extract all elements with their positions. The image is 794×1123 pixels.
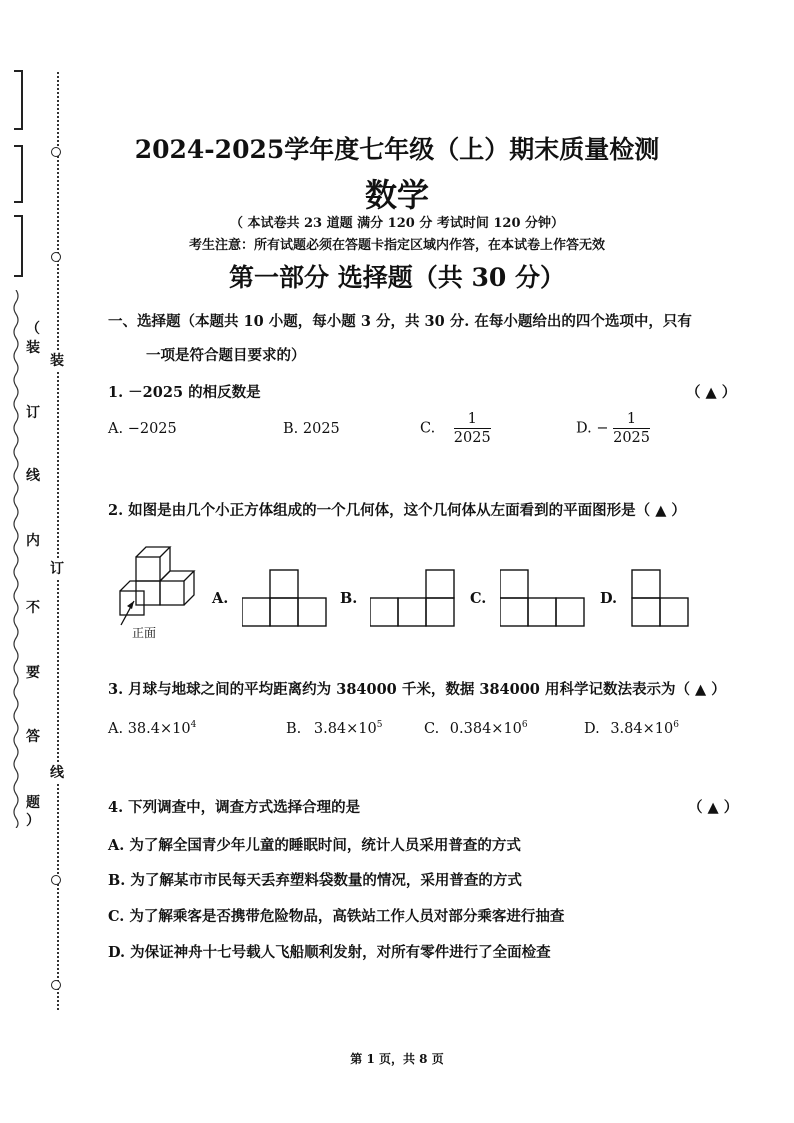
q2-option-a-label: A.	[212, 590, 229, 607]
q2-option-d-label: D.	[600, 590, 618, 607]
q4-option-a: A. 为了解全国青少年儿童的睡眠时间，统计人员采用普查的方式	[108, 837, 521, 854]
q1-option-b: B. 2025	[283, 421, 340, 437]
q3-option-c-label: C.	[424, 720, 440, 737]
binding-inner-char: 线	[50, 762, 64, 782]
q3-option-d	[584, 720, 679, 737]
q2-option-c-figure	[500, 568, 588, 628]
binding-char: 答	[26, 729, 40, 745]
exam-info: （ 本试卷共 23 道题 满分 120 分 考试时间 120 分钟）	[229, 216, 565, 231]
binding-char: 题	[26, 795, 40, 811]
binding-char: 订	[26, 405, 40, 421]
part-heading: 第一部分 选择题（共 30 分）	[229, 263, 565, 292]
wavy-binding-line	[12, 290, 20, 828]
q3-option-c	[424, 720, 528, 737]
binding-bracket	[14, 70, 23, 130]
exam-notice: 考生注意：所有试题必须在答题卡指定区域内作答，在本试卷上作答无效	[188, 238, 605, 253]
exponent: 6	[673, 720, 679, 730]
binding-inner-char: 订	[50, 558, 64, 578]
q2-option-c-label: C.	[470, 590, 487, 607]
cube-solid-figure	[112, 545, 202, 640]
exponent: 6	[521, 720, 528, 730]
q4-option-c: C. 为了解乘客是否携带危险物品，高铁站工作人员对部分乘客进行抽查	[108, 908, 565, 925]
exponent: 5	[376, 720, 383, 730]
fraction-denominator: 2025	[613, 430, 650, 446]
binding-char: 内	[26, 533, 40, 549]
q3-option-a	[108, 720, 196, 737]
page-footer: 第 1 页，共 8 页	[350, 1052, 444, 1066]
fraction	[454, 410, 491, 447]
q1-option-d	[576, 410, 650, 447]
answer-placeholder: （ ▲ ）	[688, 799, 739, 816]
exponent: 4	[190, 720, 197, 730]
exam-title: 2024-2025学年度七年级（上）期末质量检测	[134, 135, 660, 164]
q3-option-c-base: 0.384×10	[449, 720, 522, 737]
binding-hole	[51, 875, 61, 885]
q1-option-c	[420, 410, 491, 447]
q2-option-a-figure	[242, 568, 330, 628]
answer-placeholder: （ ▲ ）	[686, 384, 737, 401]
binding-char: 线	[26, 468, 40, 484]
fraction-numerator: 1	[613, 410, 650, 429]
question-2-stem: 2. 如图是由几个小正方体组成的一个几何体，这个几何体从左面看到的平面图形是（ ▲ ）	[108, 502, 686, 519]
q4-option-b: B. 为了解某市市民每天丢弃塑料袋数量的情况，采用普查的方式	[108, 872, 522, 889]
q3-option-a-base: 38.4×10	[127, 720, 191, 737]
q2-option-b-label: B.	[340, 590, 358, 607]
q3-option-a-label: A.	[108, 720, 124, 737]
binding-char: 要	[26, 665, 40, 681]
q3-option-b-base: 3.84×10	[313, 720, 377, 737]
question-4-stem: 4. 下列调查中，调查方式选择合理的是	[108, 799, 361, 816]
q2-option-b-figure	[370, 568, 458, 628]
binding-inner-char: 装	[50, 350, 64, 370]
q3-option-d-label: D.	[584, 720, 600, 737]
section-intro-cont: 一项是符合题目要求的）	[146, 347, 306, 364]
binding-char: 装	[26, 340, 40, 356]
q3-option-b	[286, 720, 383, 737]
fraction-numerator: 1	[454, 410, 491, 429]
q2-option-d-figure	[630, 568, 692, 628]
subject-title: 数学	[364, 176, 429, 214]
q3-option-b-label: B.	[286, 720, 302, 737]
q1-option-a: A. −2025	[108, 421, 177, 437]
q3-option-d-base: 3.84×10	[610, 720, 674, 737]
section-intro: 一、选择题（本题共 10 小题，每小题 3 分，共 30 分. 在每小题给出的四个选项中，只有	[108, 313, 692, 330]
q1-option-d-label: D. −	[576, 420, 609, 437]
binding-char: ）	[26, 813, 40, 829]
fraction-denominator: 2025	[453, 430, 491, 446]
question-1-stem: 1. －2025 的相反数是	[108, 384, 261, 401]
binding-hole	[51, 980, 61, 990]
fraction	[613, 410, 650, 447]
front-view-label: 正面	[132, 626, 157, 640]
q4-option-d: D. 为保证神舟十七号载人飞船顺利发射，对所有零件进行了全面检查	[108, 944, 551, 961]
binding-char: （	[26, 321, 40, 337]
question-3-stem: 3. 月球与地球之间的平均距离约为 384000 千米，数据 384000 用科学记数法表示为（ ▲ ）	[108, 681, 726, 698]
q1-option-c-label: C.	[420, 420, 436, 437]
binding-char: 不	[26, 600, 40, 616]
